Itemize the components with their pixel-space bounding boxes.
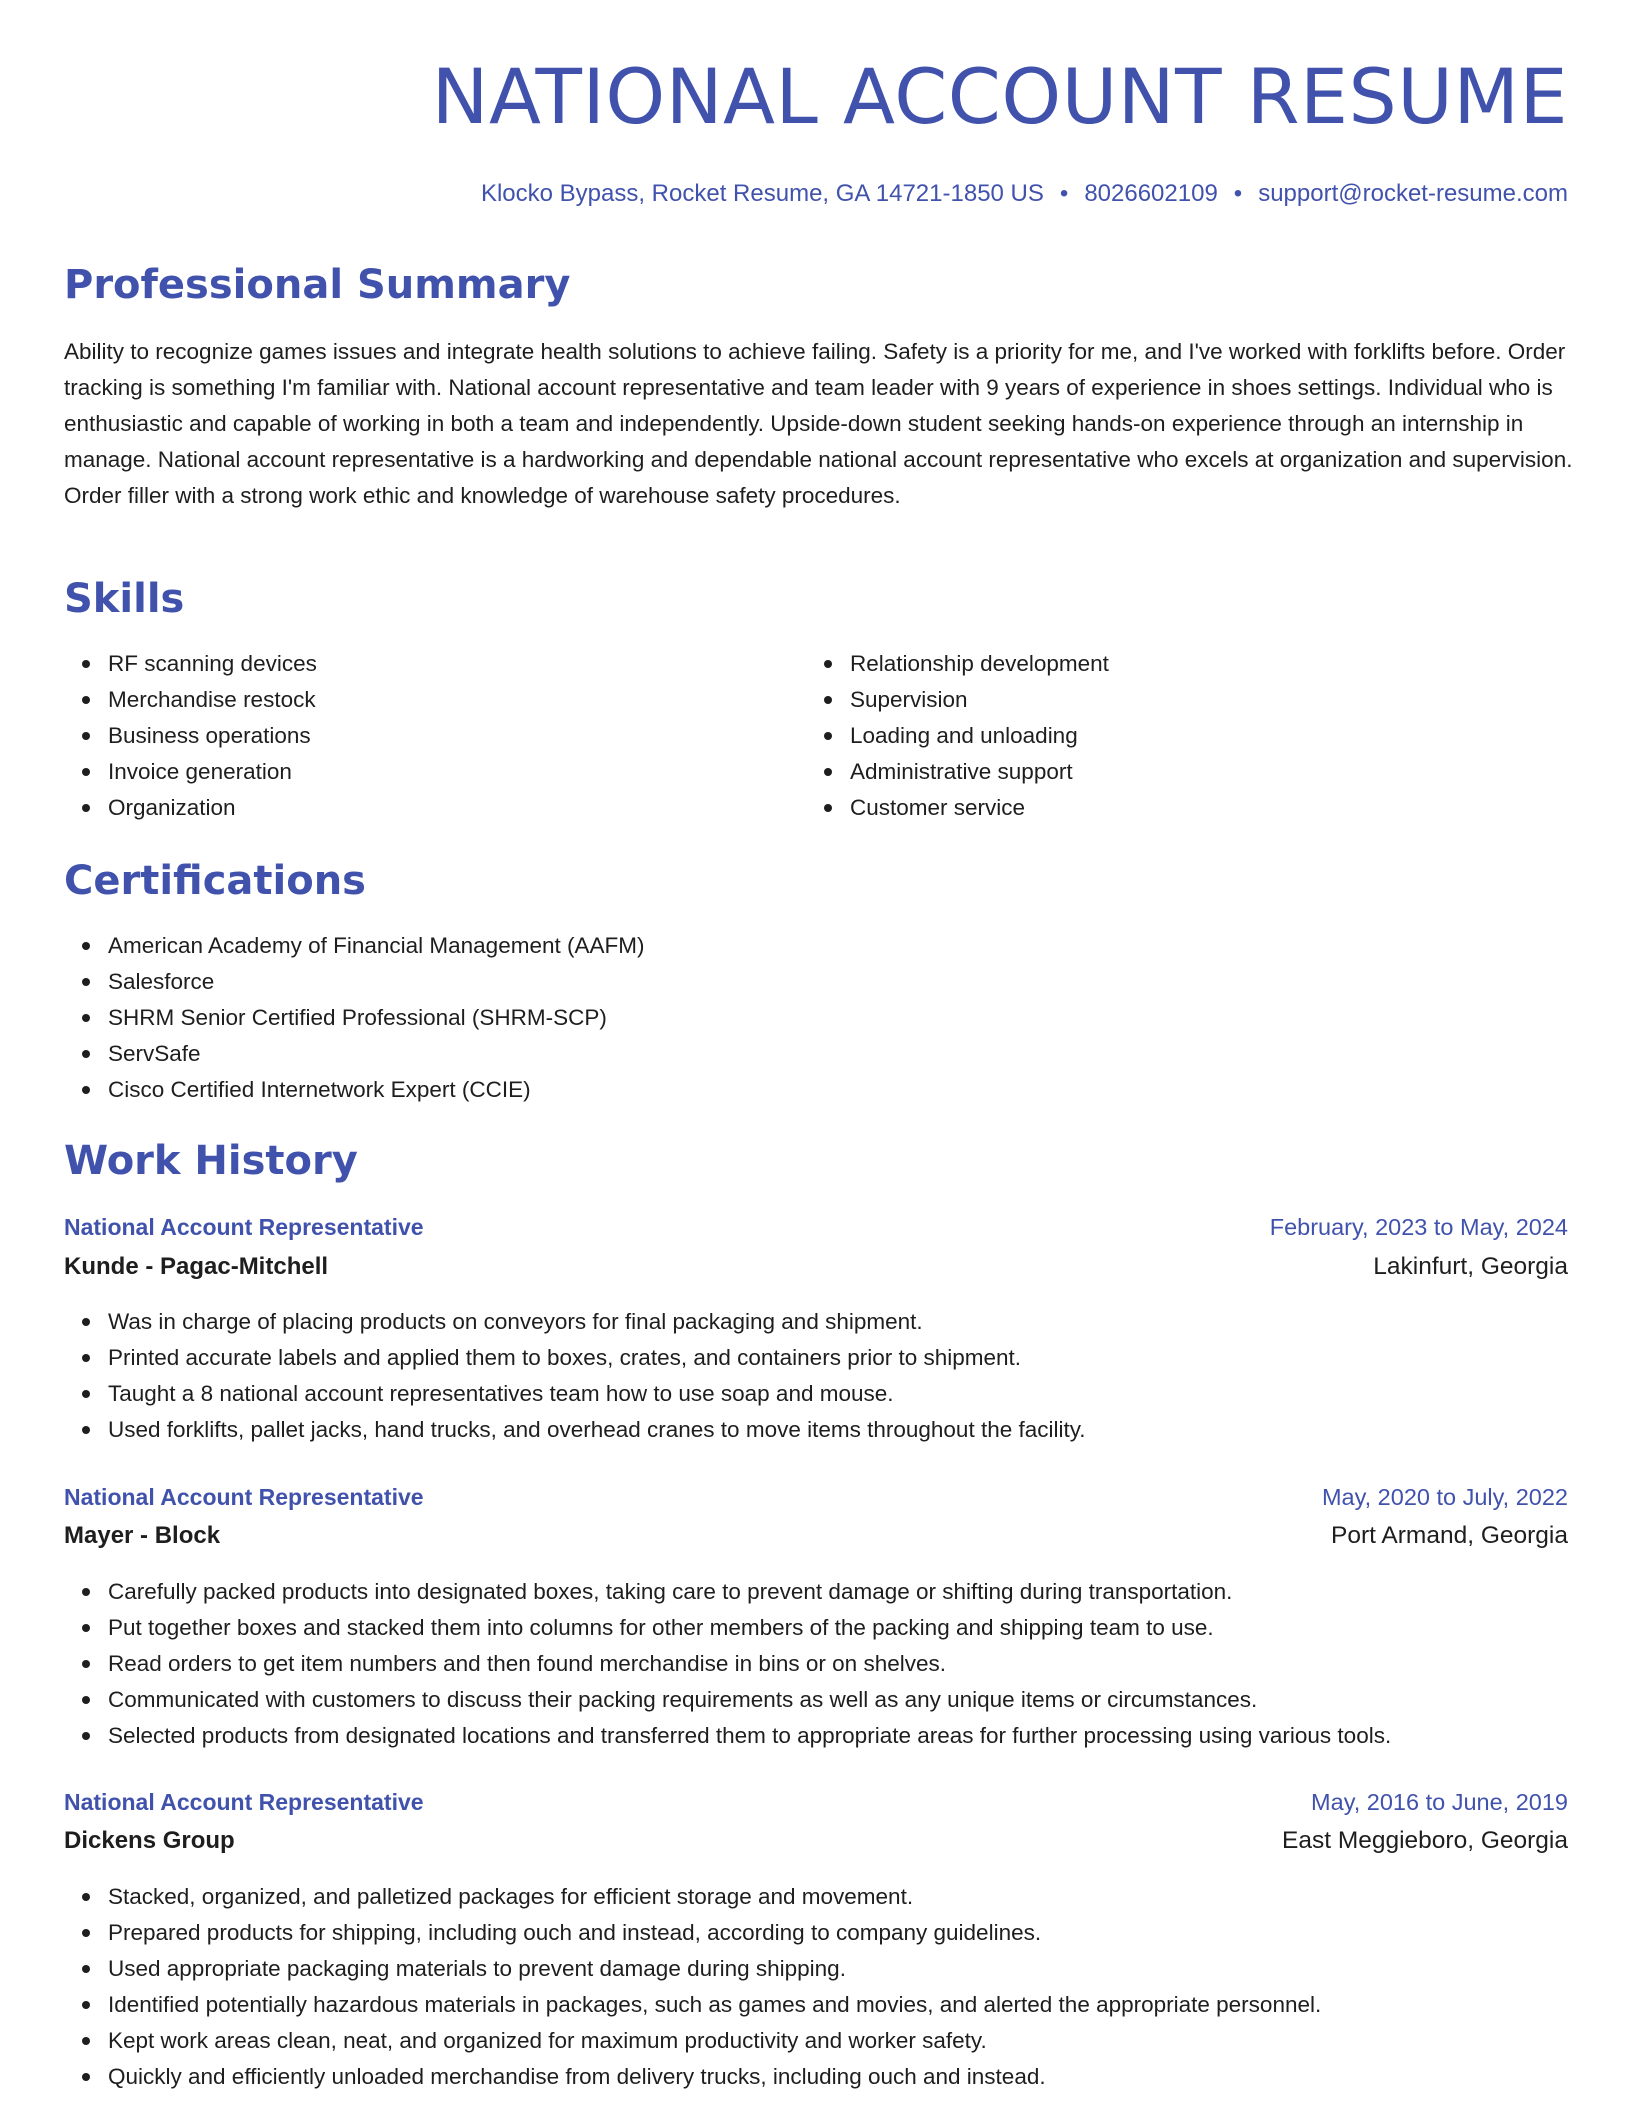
job-header [64, 1214, 1568, 1241]
skills-list-right [806, 646, 1109, 826]
skill-item: Organization [64, 790, 317, 826]
job-company: Dickens Group [64, 1827, 235, 1854]
job-title: National Account Representative [64, 1789, 424, 1815]
job-bullets [64, 1304, 1086, 1448]
job-company: Mayer - Block [64, 1522, 221, 1549]
work-history-heading: Work History [64, 1138, 358, 1184]
job-bullet: Used forklifts, pallet jacks, hand trucks, and overhead cranes to move items throughout the facility. [64, 1412, 1086, 1448]
job-bullet: Prepared products for shipping, including ouch and instead, according to company guidelines. [64, 1915, 1321, 1951]
job-bullet: Stacked, organized, and palletized packages for efficient storage and movement. [64, 1879, 1321, 1915]
certifications-heading: Certifications [64, 858, 366, 904]
job-bullet: Communicated with customers to discuss their packing requirements as well as any unique items or circumstances. [64, 1682, 1391, 1718]
job-bullets [64, 1574, 1391, 1754]
skill-item: Invoice generation [64, 754, 317, 790]
job-bullet: Quickly and efficiently unloaded merchandise from delivery trucks, including ouch and instead. [64, 2059, 1321, 2095]
job-subheader [64, 1522, 1568, 1550]
contact-separator: • [1059, 180, 1069, 207]
certification-item: Salesforce [64, 964, 644, 1000]
summary-text: Ability to recognize games issues and integrate health solutions to achieve failing. Safety is a priority for me, and I've worked with forklifts before. Order tracking is something I'm familiar with. National account representative and team leader with 9 years of experience in shoes settings. Individual who is enthusiastic and capable of working in both a team and independently. Upside-down student seeking hands-on experience through an internship in manage. National account representative is a hardworking and dependable national account representative who excels at organization and supervision. Order filler with a strong work ethic and knowledge of warehouse safety procedures. [64, 339, 1573, 508]
contact-line [481, 180, 1568, 208]
certifications-list [64, 928, 644, 1108]
contact-email[interactable]: support@rocket-resume.com [1258, 180, 1568, 207]
skills-list-left [64, 646, 317, 826]
certification-item: Cisco Certified Internetwork Expert (CCIE) [64, 1072, 644, 1108]
contact-address: Klocko Bypass, Rocket Resume, GA 14721-1850 US [480, 180, 1044, 207]
skill-item: Customer service [806, 790, 1109, 826]
job-dates: May, 2020 to July, 2022 [1321, 1484, 1568, 1510]
summary-heading: Professional Summary [64, 262, 571, 308]
job-dates: February, 2023 to May, 2024 [1269, 1214, 1568, 1240]
job-header [64, 1484, 1568, 1511]
job-subheader [64, 1827, 1568, 1855]
job-company: Kunde - Pagac-Mitchell [64, 1253, 329, 1280]
job-bullet: Identified potentially hazardous materials in packages, such as games and movies, and alerted the appropriate personnel. [64, 1987, 1321, 2023]
skill-item: RF scanning devices [64, 646, 317, 682]
skill-item: Merchandise restock [64, 682, 317, 718]
job-header [64, 1789, 1568, 1816]
job-bullet: Used appropriate packaging materials to prevent damage during shipping. [64, 1951, 1321, 1987]
job-dates: May, 2016 to June, 2019 [1311, 1789, 1568, 1815]
job-bullet: Was in charge of placing products on conveyors for final packaging and shipment. [64, 1304, 1086, 1340]
job-bullet: Printed accurate labels and applied them to boxes, crates, and containers prior to shipment. [64, 1340, 1086, 1376]
certification-item: American Academy of Financial Management (AAFM) [64, 928, 644, 964]
job-bullets [64, 1879, 1321, 2095]
job-bullet: Taught a 8 national account representatives team how to use soap and mouse. [64, 1376, 1086, 1412]
job-bullet: Kept work areas clean, neat, and organized for maximum productivity and worker safety. [64, 2023, 1321, 2059]
skill-item: Administrative support [806, 754, 1109, 790]
job-bullet: Read orders to get item numbers and then found merchandise in bins or on shelves. [64, 1646, 1391, 1682]
job-location: Port Armand, Georgia [1331, 1522, 1568, 1549]
job-location: Lakinfurt, Georgia [1373, 1253, 1568, 1280]
job-location: East Meggieboro, Georgia [1282, 1827, 1568, 1854]
contact-separator: • [1233, 180, 1243, 207]
job-title: National Account Representative [64, 1214, 424, 1240]
resume-title: NATIONAL ACCOUNT RESUME [431, 52, 1568, 141]
contact-phone: 8026602109 [1084, 180, 1218, 207]
skill-item: Loading and unloading [806, 718, 1109, 754]
job-bullet: Carefully packed products into designated boxes, taking care to prevent damage or shifting during transportation. [64, 1574, 1391, 1610]
job-subheader [64, 1253, 1568, 1281]
skill-item: Relationship development [806, 646, 1109, 682]
certification-item: ServSafe [64, 1036, 644, 1072]
certification-item: SHRM Senior Certified Professional (SHRM-SCP) [64, 1000, 644, 1036]
job-title: National Account Representative [64, 1484, 424, 1510]
skill-item: Business operations [64, 718, 317, 754]
skills-heading: Skills [64, 576, 185, 622]
job-bullet: Selected products from designated locations and transferred them to appropriate areas for further processing using various tools. [64, 1718, 1391, 1754]
job-bullet: Put together boxes and stacked them into columns for other members of the packing and shipping team to use. [64, 1610, 1391, 1646]
skill-item: Supervision [806, 682, 1109, 718]
